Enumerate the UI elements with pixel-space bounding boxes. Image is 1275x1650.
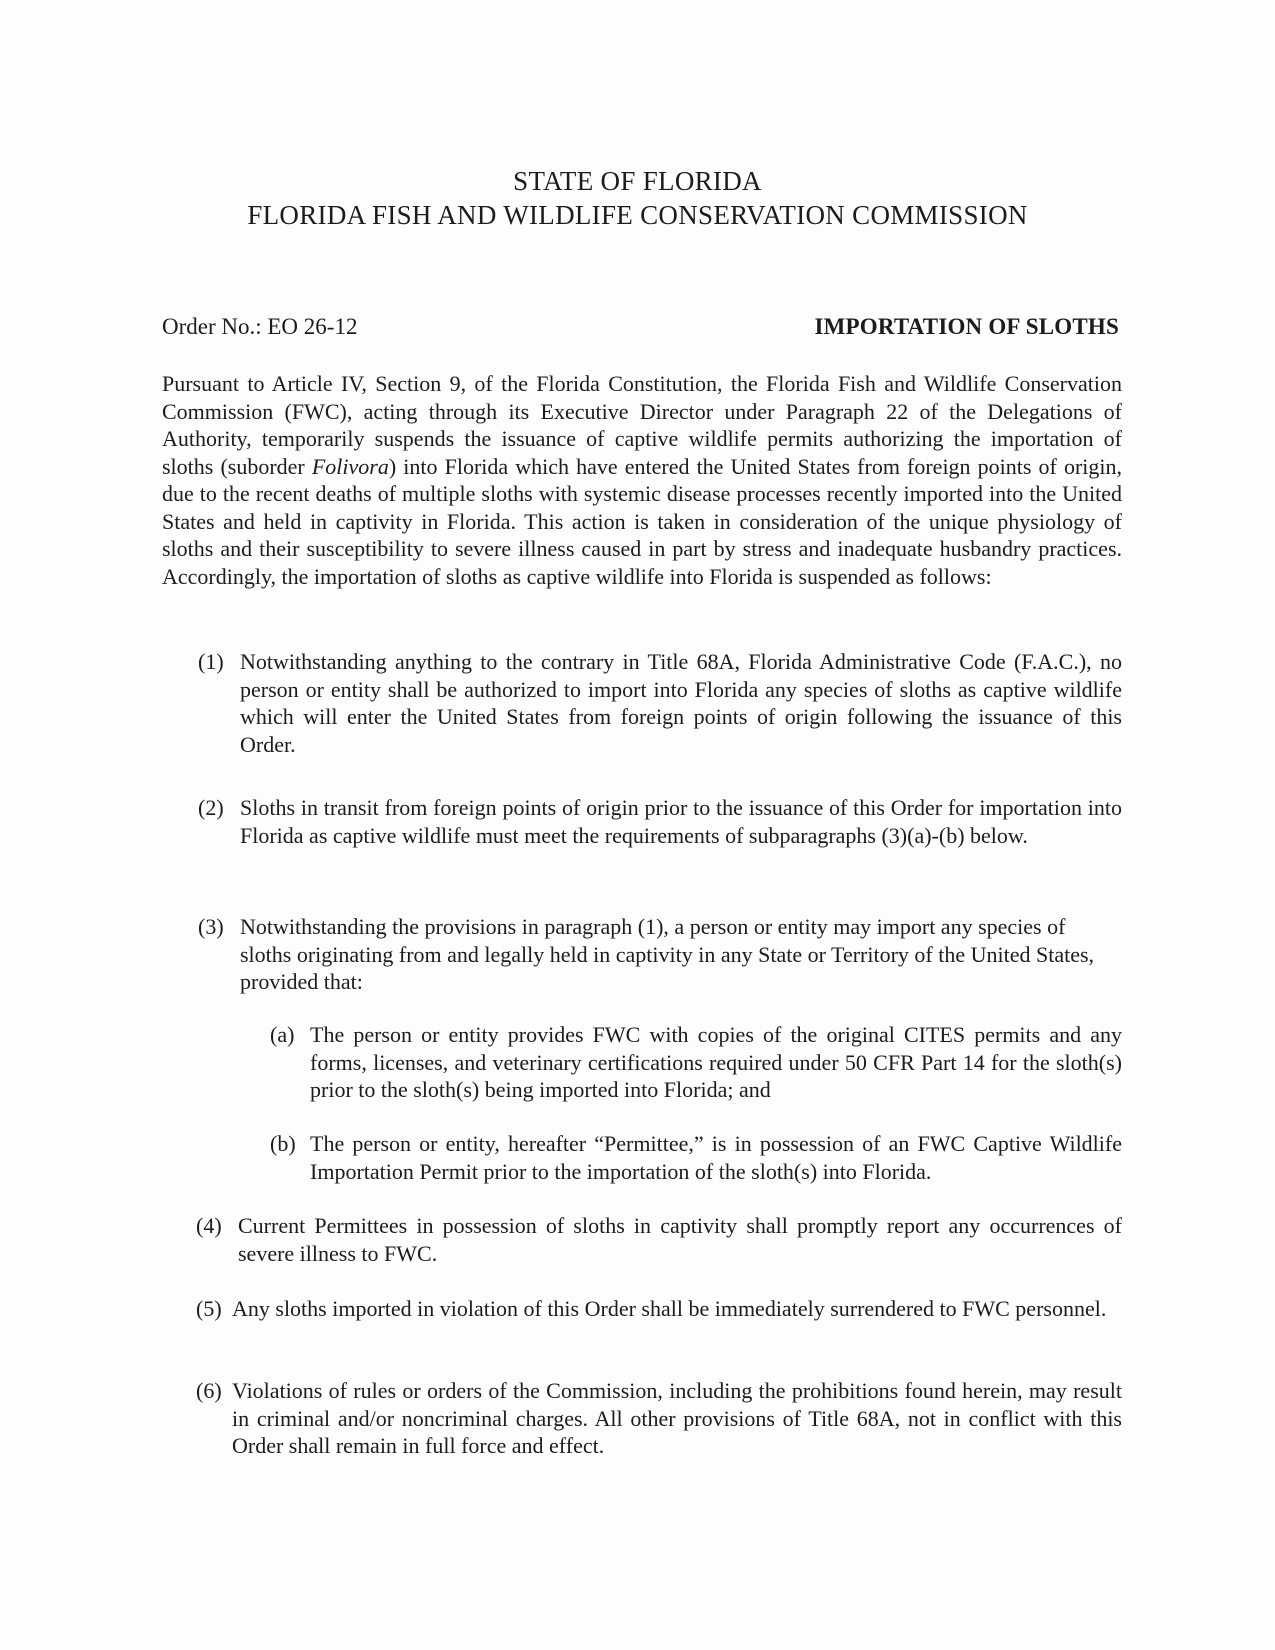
commission-heading: FLORIDA FISH AND WILDLIFE CONSERVATION COMMISSION [247, 200, 1028, 230]
paragraph-number: (1) [198, 649, 224, 674]
paragraph-number: (6) [196, 1378, 222, 1403]
order-header-row [162, 312, 1119, 342]
paragraph-text: Any sloths imported in violation of this Order shall be immediately surrendered to FWC personnel. [232, 1296, 1107, 1321]
paragraph-text: Sloths in transit from foreign points of origin prior to the issuance of this Order for importation into Florida as captive wildlife must meet the requirements of subparagraphs (3)(a)-(b) below. [240, 795, 1122, 848]
paragraph-5 [196, 1295, 1122, 1323]
paragraph-number: (5) [196, 1296, 222, 1321]
order-number: Order No.: EO 26-12 [162, 314, 358, 339]
intro-paragraph [162, 370, 1122, 590]
paragraph-text: Current Permittees in possession of sloths in captivity shall promptly report any occurrences of severe illness to FWC. [238, 1213, 1122, 1266]
paragraph-text: Violations of rules or orders of the Commission, including the prohibitions found herein, may result in criminal and/or noncriminal charges. All other provisions of Title 68A, not in conflict with this Order shall remain in full force and effect. [232, 1378, 1122, 1458]
order-title: IMPORTATION OF SLOTHS [814, 314, 1119, 339]
subparagraph-text: The person or entity provides FWC with copies of the original CITES permits and any forms, licenses, and veterinary certifications required under 50 CFR Part 14 for the sloth(s) prior to the sloth(s) being imported into Florida; and [310, 1022, 1122, 1102]
subparagraph-letter: (b) [270, 1131, 296, 1156]
paragraph-4 [196, 1212, 1122, 1267]
paragraph-2 [198, 794, 1122, 849]
paragraph-number: (2) [198, 795, 224, 820]
subparagraph-a [270, 1021, 1122, 1104]
subparagraph-b [270, 1130, 1122, 1185]
state-heading: STATE OF FLORIDA [513, 166, 762, 196]
intro-text-part-1: Pursuant to Article IV, Section 9, of the Florida Constitution, the Florida Fish and Wildlife Conservation Commission (FWC), acting through its Executive Director under Paragraph 22 of the Delegations of Authority, temporarily suspends the issuance of captive wildlife permits authorizing the importation of sloths (suborder [162, 371, 1122, 479]
intro-text-part-2: ) into Florida which have entered the United States from foreign points of origin, due to the recent deaths of multiple sloths with systemic disease processes recently imported into the United States and held in captivity in Florida. This action is taken in consideration of the unique physiology of sloths and their susceptibility to severe illness caused in part by stress and inadequate husbandry practices. Accordingly, the importation of sloths as captive wildlife into Florida is suspended as follows: [162, 453, 1123, 589]
paragraph-3 [198, 913, 1122, 996]
paragraph-1 [198, 648, 1122, 758]
subparagraph-text: The person or entity, hereafter “Permittee,” is in possession of an FWC Captive Wildlife Importation Permit prior to the importation of the sloth(s) into Florida. [310, 1131, 1122, 1184]
paragraph-number: (3) [198, 914, 224, 939]
paragraph-text: Notwithstanding the provisions in paragraph (1), a person or entity may import any species of sloths originating from and legally held in captivity in any State or Territory of the United States, provided that: [240, 914, 1095, 994]
paragraph-6 [196, 1377, 1122, 1460]
paragraph-number: (4) [196, 1213, 222, 1238]
subparagraph-letter: (a) [270, 1022, 295, 1047]
intro-italic-term: Folivora [311, 453, 389, 479]
paragraph-text: Notwithstanding anything to the contrary in Title 68A, Florida Administrative Code (F.A.C.), no person or entity shall be authorized to import into Florida any species of sloths as captive wildlife which will enter the United States from foreign points of origin following the issuance of this Order. [240, 649, 1122, 757]
